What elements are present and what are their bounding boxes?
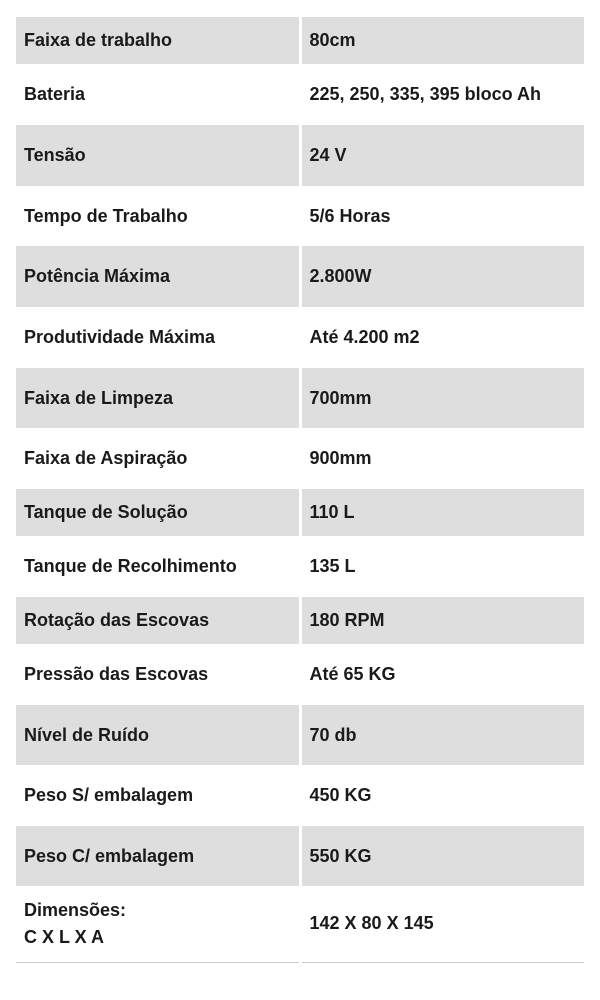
- spec-value: 80cm: [300, 17, 584, 64]
- spec-value: 900mm: [309, 448, 372, 468]
- spec-label-line: C X L X A: [24, 926, 105, 947]
- spec-value: Até 65 KG: [309, 664, 396, 684]
- spec-label: Rotação das Escovas: [16, 597, 300, 644]
- spec-value: 180 RPM: [300, 597, 584, 644]
- spec-row-dimensions: [16, 886, 584, 962]
- spec-label: Potência Máxima: [16, 246, 300, 307]
- spec-value: 110 L: [300, 489, 584, 536]
- spec-label-line: Dimensões:: [24, 899, 127, 920]
- spec-row-weight-without-packaging: [16, 765, 584, 826]
- spec-label: Faixa de trabalho: [16, 17, 300, 64]
- spec-label: Tensão: [16, 125, 300, 186]
- spec-label: Bateria: [16, 64, 300, 125]
- spec-value: Até 4.200 m2: [309, 327, 420, 347]
- spec-row-working-time: [16, 186, 584, 246]
- spec-label: Faixa de Aspiração: [16, 428, 300, 489]
- spec-row-recovery-tank: [16, 536, 584, 597]
- spec-row-voltage: [16, 125, 584, 186]
- spec-label: Tanque de Solução: [16, 489, 300, 536]
- spec-value: 142 X 80 X 145: [300, 886, 584, 962]
- spec-row-working-width: [16, 17, 584, 64]
- spec-row-max-productivity: [16, 307, 584, 368]
- spec-label: Peso C/ embalagem: [16, 826, 300, 886]
- spec-row-solution-tank: [16, 489, 584, 536]
- spec-value: 24 V: [300, 125, 584, 186]
- specifications-table: [16, 17, 584, 963]
- spec-label-dimensions: [16, 886, 300, 962]
- spec-label: Tempo de Trabalho: [16, 186, 300, 246]
- spec-value: 70 db: [300, 705, 584, 765]
- spec-value: 5/6 Horas: [309, 205, 391, 226]
- spec-row-noise-level: [16, 705, 584, 765]
- spec-row-brush-pressure: [16, 644, 584, 705]
- spec-row-cleaning-width: [16, 368, 584, 428]
- spec-label: Peso S/ embalagem: [16, 765, 300, 826]
- spec-row-battery: [16, 64, 584, 125]
- spec-label: Produtividade Máxima: [16, 307, 300, 368]
- spec-label: Nível de Ruído: [16, 705, 300, 765]
- spec-label: Faixa de Limpeza: [16, 368, 300, 428]
- spec-value: 2.800W: [300, 246, 584, 307]
- spec-row-max-power: [16, 246, 584, 307]
- spec-value: 550 KG: [300, 826, 584, 886]
- spec-value: 450 KG: [309, 785, 372, 805]
- spec-label: Tanque de Recolhimento: [16, 536, 300, 597]
- spec-label: Pressão das Escovas: [16, 644, 300, 705]
- spec-row-weight-with-packaging: [16, 826, 584, 886]
- spec-row-brush-rotation: [16, 597, 584, 644]
- spec-value: 225, 250, 335, 395 bloco Ah: [309, 84, 541, 104]
- spec-value: 700mm: [300, 368, 584, 428]
- spec-row-suction-width: [16, 428, 584, 489]
- spec-value: 135 L: [309, 556, 356, 576]
